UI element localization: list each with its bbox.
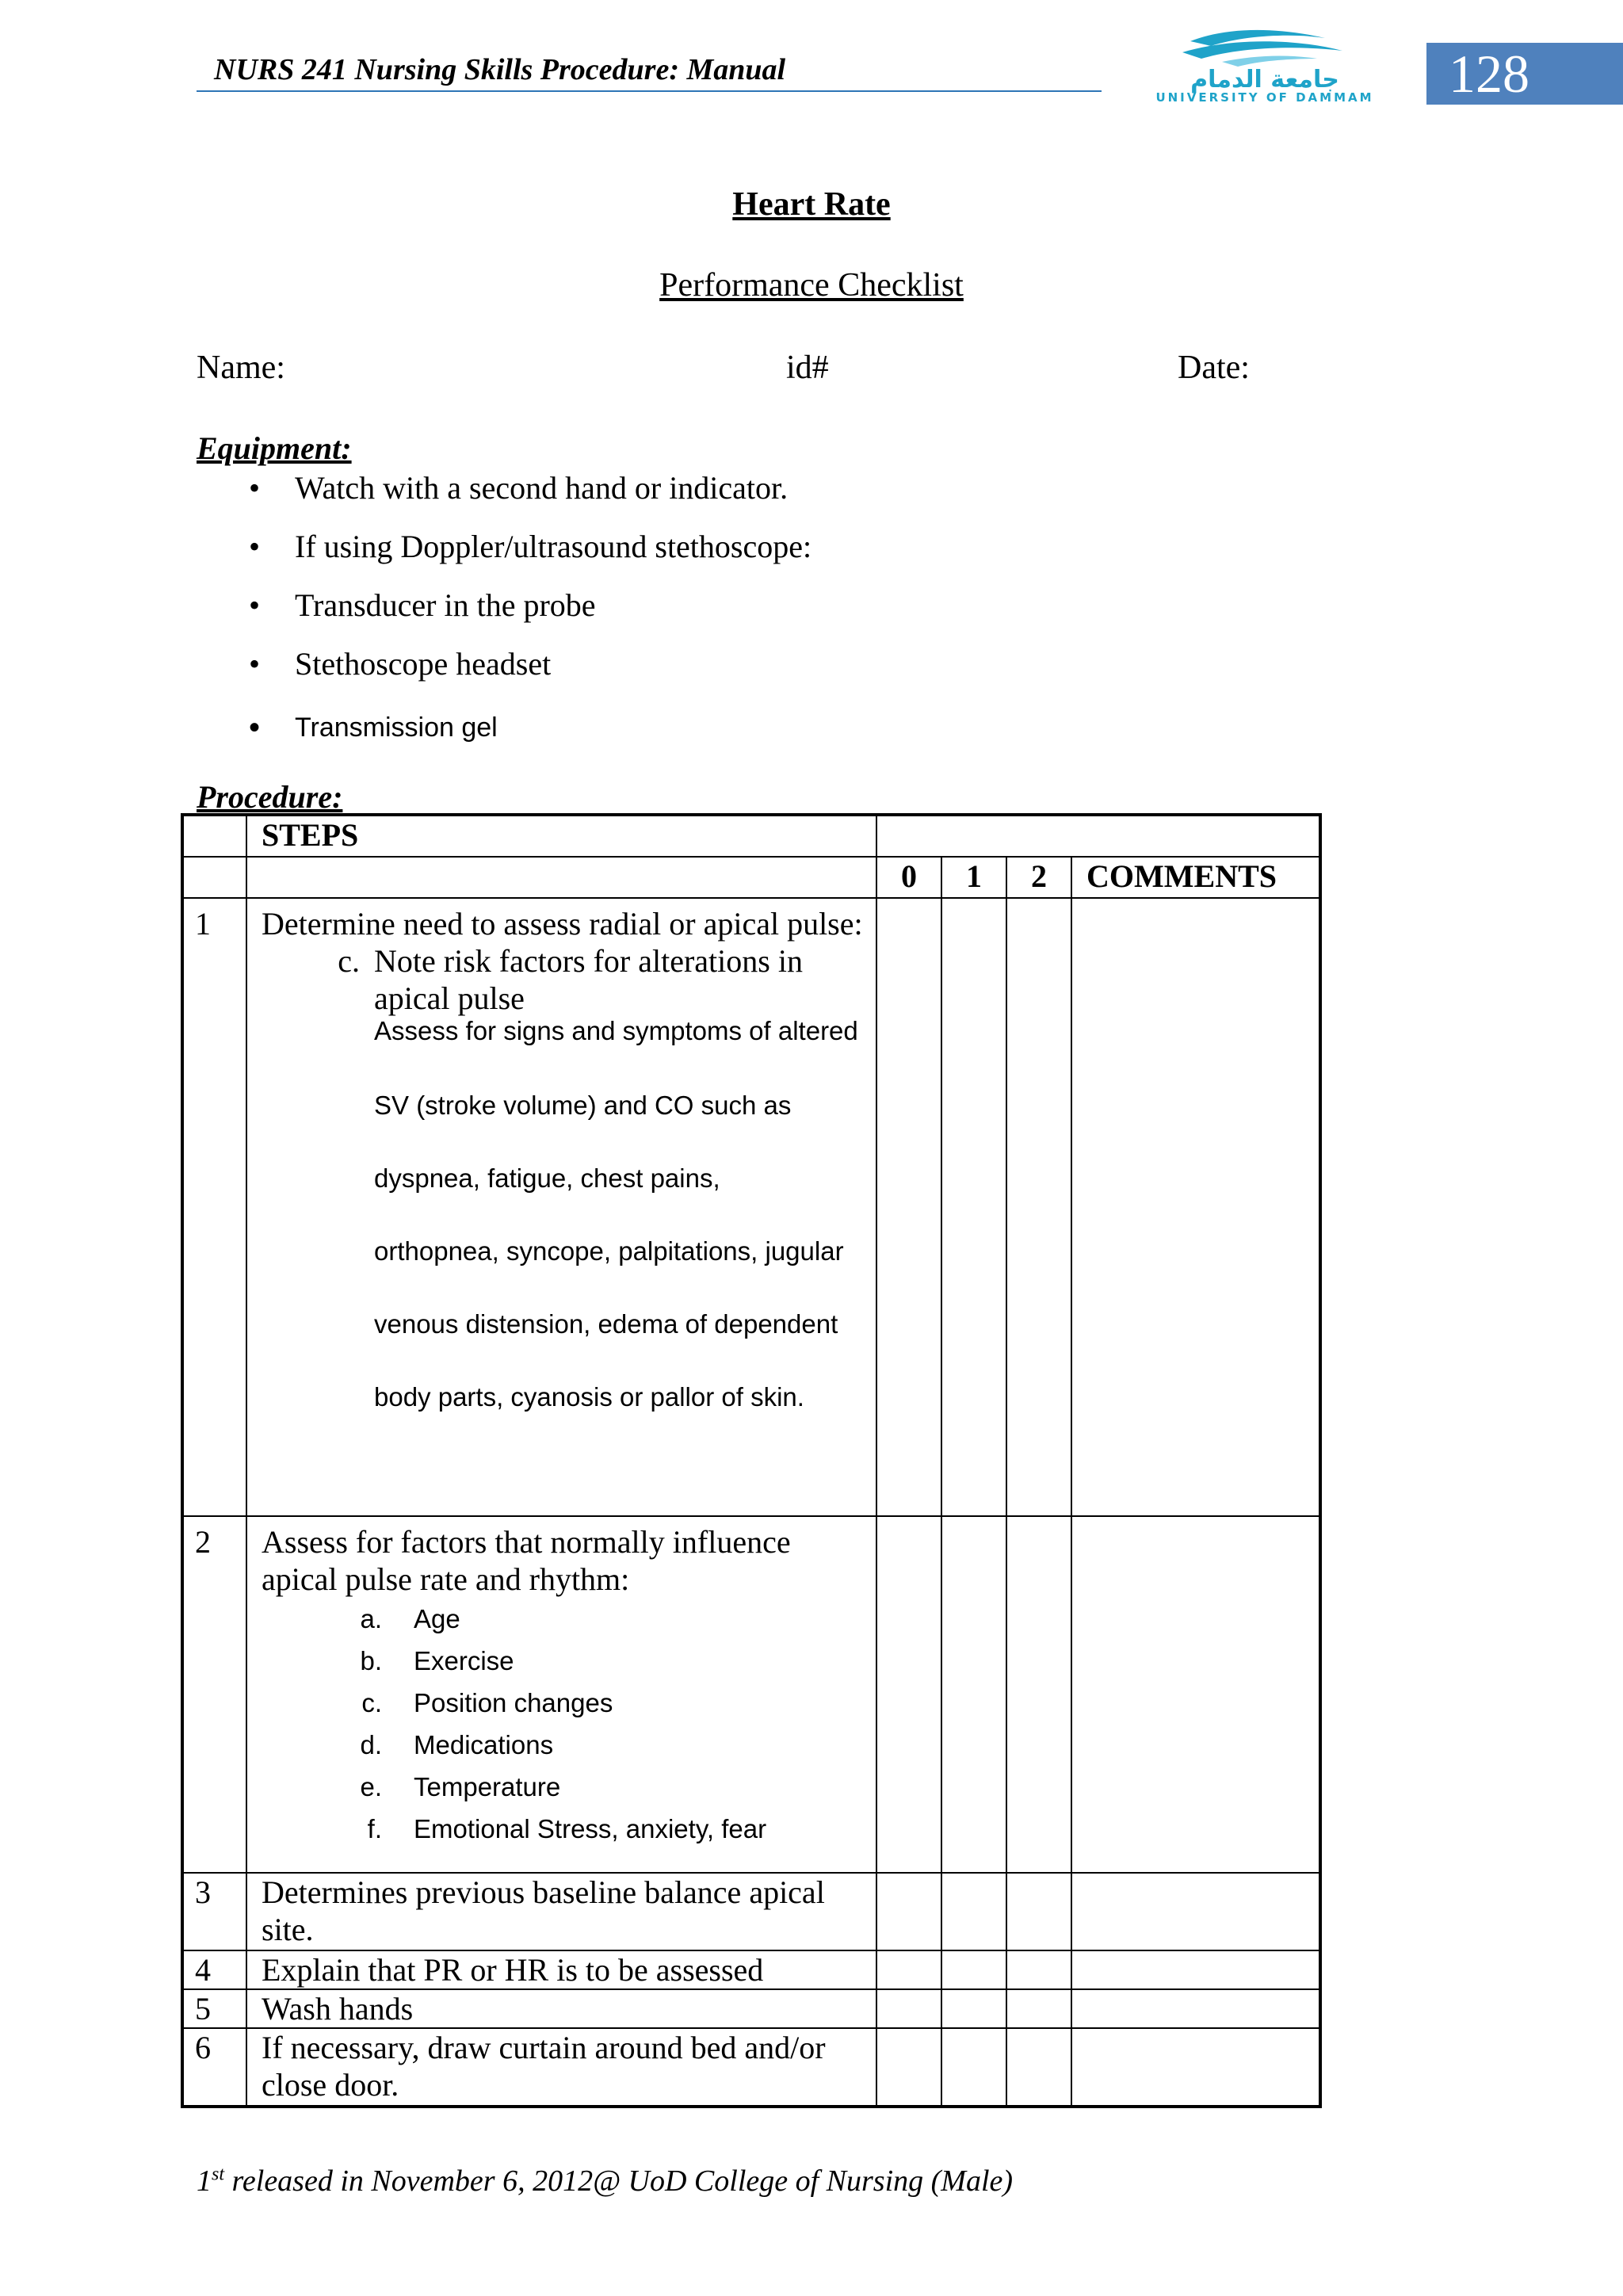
list-item [262, 1682, 871, 1724]
id-field-label: id# [786, 350, 829, 386]
table-header-blank [183, 816, 246, 857]
score-cell-1[interactable] [941, 1873, 1006, 1950]
comments-cell[interactable] [1071, 2028, 1319, 2106]
comments-cell[interactable] [1071, 1950, 1319, 1989]
comments-cell[interactable] [1071, 898, 1319, 1516]
list-item [262, 1808, 871, 1850]
step-text: Determine need to assess radial or apical pulse: [262, 906, 863, 942]
list-item-text: Position changes [414, 1688, 613, 1717]
score-cell-0[interactable] [876, 1516, 941, 1873]
score-cell-1[interactable] [941, 1516, 1006, 1873]
step-number: 2 [183, 1516, 246, 1873]
detail-line: Assess for signs and symptoms of altered [374, 1016, 858, 1045]
list-item-text: Medications [414, 1730, 554, 1759]
table-row [183, 1950, 1319, 1989]
list-item-text: Exercise [414, 1646, 514, 1675]
date-field-label: Date: [1178, 350, 1250, 386]
page-subtitle: Performance Checklist [659, 267, 964, 304]
score-header-0: 0 [876, 857, 941, 898]
score-cell-1[interactable] [941, 898, 1006, 1516]
comments-header: COMMENTS [1071, 857, 1319, 898]
detail-line: SV (stroke volume) and CO such as [374, 1091, 792, 1120]
comments-cell[interactable] [1071, 1516, 1319, 1873]
comments-cell[interactable] [1071, 1873, 1319, 1950]
list-item-label: a. [360, 1604, 382, 1633]
list-item [262, 1724, 871, 1766]
equipment-heading: Equipment: [197, 430, 352, 466]
table-header-blank [183, 857, 246, 898]
procedure-heading: Procedure: [197, 779, 343, 815]
score-cell-0[interactable] [876, 1989, 941, 2028]
list-item [262, 1766, 871, 1808]
footer-ordinal: 1 [197, 2164, 212, 2198]
svg-text:UNIVERSITY OF DAMMAM: UNIVERSITY OF DAMMAM [1155, 90, 1374, 105]
page-title: Heart Rate [732, 186, 891, 223]
score-cell-2[interactable] [1006, 898, 1071, 1516]
step-text: Determines previous baseline balance apical site. [246, 1873, 876, 1950]
score-cell-2[interactable] [1006, 2028, 1071, 2106]
list-item-label: b. [360, 1646, 382, 1675]
footer-ordinal-suffix: st [212, 2164, 225, 2185]
score-cell-2[interactable] [1006, 1989, 1071, 2028]
score-cell-0[interactable] [876, 1950, 941, 1989]
detail-line: body parts, cyanosis or pallor of skin. [374, 1382, 804, 1412]
list-item-label: f. [367, 1814, 382, 1843]
table-row [183, 1516, 1319, 1873]
list-item [262, 1640, 871, 1682]
page-footer [197, 2164, 1013, 2199]
detail-line: venous distension, edema of dependent [374, 1309, 838, 1339]
table-row [183, 898, 1319, 1516]
score-cell-0[interactable] [876, 1873, 941, 1950]
header-rule [197, 90, 1102, 92]
footer-text: released in November 6, 2012@ UoD College of Nursing (Male) [224, 2164, 1014, 2198]
page-number-badge: 128 [1426, 43, 1623, 105]
list-item-label: d. [360, 1730, 382, 1759]
score-cell-1[interactable] [941, 1950, 1006, 1989]
sub-step [262, 942, 871, 1017]
step-number: 6 [183, 2028, 246, 2106]
step-number: 5 [183, 1989, 246, 2028]
score-header-1: 1 [941, 857, 1006, 898]
equipment-item: • Watch with a second hand or indicator. [238, 468, 812, 526]
procedure-checklist-table [181, 813, 1322, 2108]
detail-line: orthopnea, syncope, palpitations, jugular [374, 1236, 844, 1266]
equipment-item: • Stethoscope headset [238, 644, 812, 702]
list-item-label: e. [360, 1772, 382, 1801]
equipment-item: • Transducer in the probe [238, 585, 812, 644]
list-item-text: Temperature [414, 1772, 561, 1801]
university-logo [1135, 27, 1395, 105]
step-number: 3 [183, 1873, 246, 1950]
score-header-2: 2 [1006, 857, 1071, 898]
university-logo-icon [1135, 27, 1395, 105]
list-item-label: c. [361, 1688, 382, 1717]
score-cell-1[interactable] [941, 2028, 1006, 2106]
name-field-label: Name: [197, 350, 285, 386]
step-cell [246, 898, 876, 1516]
step-text: Wash hands [246, 1989, 876, 2028]
sub-step-text: Note risk factors for alterations in apical pulse [374, 943, 803, 1016]
table-row [183, 1989, 1319, 2028]
comments-cell[interactable] [1071, 1989, 1319, 2028]
svg-text:جامعة الدمام: جامعة الدمام [1190, 66, 1339, 94]
table-header-blank [246, 857, 876, 898]
list-item-text: Age [414, 1604, 460, 1633]
step-text: If necessary, draw curtain around bed and/or close door. [246, 2028, 876, 2106]
scores-header-blank [876, 816, 1319, 857]
factor-list [262, 1598, 871, 1850]
score-cell-2[interactable] [1006, 1873, 1071, 1950]
score-cell-0[interactable] [876, 2028, 941, 2106]
score-cell-2[interactable] [1006, 1516, 1071, 1873]
step-cell [246, 1516, 876, 1873]
sub-step-label: c. [338, 943, 360, 979]
score-cell-1[interactable] [941, 1989, 1006, 2028]
list-item-text: Emotional Stress, anxiety, fear [414, 1814, 767, 1843]
step-number: 4 [183, 1950, 246, 1989]
step-text: Explain that PR or HR is to be assessed [246, 1950, 876, 1989]
detail-line: dyspnea, fatigue, chest pains, [374, 1163, 720, 1193]
score-cell-0[interactable] [876, 898, 941, 1516]
table-row [183, 2028, 1319, 2106]
equipment-item: • If using Doppler/ultrasound stethoscope: [238, 526, 812, 585]
step-text: Assess for factors that normally influence apical pulse rate and rhythm: [262, 1524, 791, 1597]
score-cell-2[interactable] [1006, 1950, 1071, 1989]
equipment-item: • Transmission gel [238, 707, 812, 766]
table-row [183, 1873, 1319, 1950]
steps-header: STEPS [246, 816, 876, 857]
document-header-title: NURS 241 Nursing Skills Procedure: Manual [214, 53, 786, 86]
list-item [262, 1598, 871, 1640]
step-number: 1 [183, 898, 246, 1516]
equipment-list [238, 468, 812, 766]
